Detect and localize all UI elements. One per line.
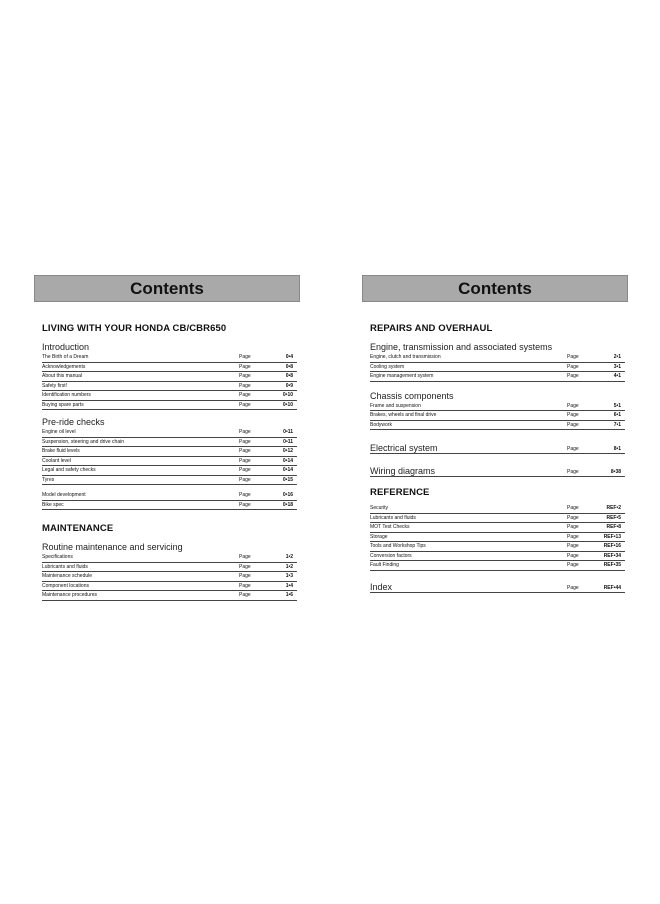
toc-row-page-label: Page [239, 492, 251, 499]
toc-row-title: Engine, clutch and transmission [370, 354, 441, 361]
electrical-system-row[interactable] [370, 440, 625, 454]
pre-ride-list [42, 428, 297, 485]
toc-row-title: Maintenance procedures [42, 592, 98, 599]
wiring-diagrams-row[interactable] [370, 463, 625, 477]
toc-row-page-number: 0•14 [282, 457, 293, 464]
right-content [362, 323, 625, 593]
toc-row-page-number: 0•8 [285, 363, 293, 370]
toc-row[interactable] [42, 363, 297, 373]
toc-row-title: Lubricants and fluids [42, 563, 88, 570]
pre-ride-group-title: Pre-ride checks [42, 417, 105, 427]
toc-row-page-number: 1•2 [285, 563, 293, 570]
toc-row-page-number: 5•1 [613, 402, 621, 409]
engine-group-title: Engine, transmission and associated systems [370, 342, 553, 352]
toc-row-page-label: Page [567, 354, 579, 361]
toc-row-title: About this manual [42, 373, 83, 380]
toc-row-title: Specifications [42, 554, 73, 561]
toc-row-page-number: 0•11 [283, 429, 293, 436]
toc-row-title: Fault Finding [370, 562, 399, 569]
toc-row[interactable] [42, 382, 297, 392]
toc-row-page-label: Page [567, 412, 579, 419]
toc-row-page-number: 0•11 [283, 438, 293, 445]
right-contents-banner [362, 275, 628, 302]
toc-row-page-number: REF•16 [603, 543, 621, 550]
living-section-title: LIVING WITH YOUR HONDA CB/CBR650 [42, 323, 227, 334]
toc-row[interactable] [370, 504, 625, 514]
toc-row[interactable] [42, 476, 297, 486]
left-contents-banner [34, 275, 300, 302]
toc-row-page-label: Page [239, 563, 251, 570]
repairs-section-title: REPAIRS AND OVERHAUL [370, 323, 493, 334]
reference-list [370, 504, 625, 571]
engine-list [370, 353, 625, 382]
right-banner-title: Contents [458, 278, 532, 298]
toc-row-title: Suspension, steering and drive chain [42, 438, 124, 445]
toc-row-page-number: 0•4 [285, 354, 293, 361]
toc-row[interactable] [370, 561, 625, 571]
left-content [34, 323, 297, 601]
toc-row-page-label: Page [239, 573, 251, 580]
toc-row-page-label: Page [567, 505, 579, 512]
toc-row-page-label: Page [567, 514, 579, 521]
toc-row[interactable] [370, 411, 625, 421]
reference-section-title: REFERENCE [370, 487, 430, 498]
toc-row[interactable] [42, 582, 297, 592]
toc-row-page-number: REF•34 [603, 552, 621, 559]
toc-row-page-number: 0•10 [282, 401, 293, 408]
toc-row-page-number: 1•2 [285, 554, 293, 561]
electrical-system-page-label: Page [567, 446, 579, 452]
toc-row-page-label: Page [567, 373, 579, 380]
toc-row[interactable] [42, 391, 297, 401]
chassis-group-title: Chassis components [370, 390, 454, 401]
toc-row-title: Engine management system [370, 373, 434, 380]
toc-row-title: Bodywork [370, 421, 392, 428]
toc-row-page-label: Page [239, 438, 251, 445]
wiring-diagrams-title: Wiring diagrams [370, 466, 436, 476]
toc-row-page-label: Page [239, 467, 251, 474]
wiring-diagrams-page-number: 8•38 [610, 469, 621, 475]
left-page [34, 275, 300, 601]
toc-row-title: Identification numbers [42, 392, 91, 399]
toc-row-title: Brake fluid levels [42, 448, 80, 455]
toc-row-title: Model development [42, 492, 86, 499]
toc-row-page-label: Page [567, 543, 579, 550]
toc-row-page-label: Page [239, 401, 251, 408]
toc-row[interactable] [42, 501, 297, 511]
index-row[interactable] [370, 579, 625, 593]
toc-row-page-label: Page [567, 363, 579, 370]
toc-row-title: Safety first! [42, 382, 68, 389]
introduction-list [42, 353, 297, 410]
toc-row-title: Coolant level [42, 457, 71, 464]
toc-row-page-number: REF•13 [603, 533, 621, 540]
toc-row-title: Frame and suspension [370, 402, 421, 409]
toc-row-page-label: Page [239, 429, 251, 436]
toc-row-page-label: Page [567, 552, 579, 559]
toc-row-page-number: 7•1 [613, 421, 621, 428]
toc-row-title: Bike spec [42, 501, 64, 508]
toc-row[interactable] [42, 428, 297, 438]
toc-row[interactable] [370, 542, 625, 552]
toc-row[interactable] [42, 563, 297, 573]
index-page-number: REF•44 [603, 584, 621, 591]
toc-row[interactable] [370, 372, 625, 382]
toc-row[interactable] [42, 466, 297, 476]
toc-row-page-number: 4•1 [613, 373, 621, 380]
toc-row-page-label: Page [239, 448, 251, 455]
toc-row-page-number: 1•4 [285, 582, 293, 589]
toc-row-title: Tools and Workshop Tips [370, 543, 426, 550]
maintenance-list [42, 553, 297, 601]
toc-row-page-number: 3•1 [613, 363, 621, 370]
toc-row-page-number: 0•14 [282, 467, 293, 474]
toc-row[interactable] [42, 457, 297, 467]
toc-row-page-label: Page [239, 373, 251, 380]
toc-row-page-number: 1•6 [285, 592, 293, 599]
toc-row[interactable] [370, 363, 625, 373]
toc-row-title: Security [370, 505, 389, 512]
toc-row-title: Maintenance schedule [42, 573, 93, 580]
toc-row-title: Component locations [42, 582, 89, 589]
toc-row-page-label: Page [239, 363, 251, 370]
toc-row-page-number: REF•5 [606, 514, 621, 521]
toc-row-page-number: REF•8 [606, 524, 621, 531]
toc-row[interactable] [370, 402, 625, 412]
toc-row[interactable] [370, 421, 625, 431]
toc-row[interactable] [370, 514, 625, 524]
toc-row[interactable] [42, 591, 297, 601]
index-title: Index [370, 581, 393, 592]
maintenance-section-title: MAINTENANCE [42, 523, 114, 534]
toc-row-title: The Birth of a Dream [42, 354, 89, 361]
toc-row-title: Buying spare parts [42, 401, 84, 408]
toc-row-page-number: 6•1 [613, 412, 621, 419]
toc-row[interactable] [42, 491, 297, 501]
toc-row-title: Brakes, wheels and final drive [370, 412, 437, 419]
toc-row-page-number: 0•9 [285, 382, 293, 389]
toc-row-page-label: Page [239, 476, 251, 483]
toc-row-page-number: 0•15 [282, 476, 293, 483]
toc-row-page-number: 1•3 [285, 573, 293, 580]
toc-row-page-label: Page [239, 392, 251, 399]
left-banner-title: Contents [130, 278, 204, 298]
toc-row-title: Cooling system [370, 363, 405, 370]
toc-row-title: Conversion factors [370, 552, 412, 559]
toc-row-title: MOT Test Checks [370, 524, 410, 531]
toc-row-page-number: 0•10 [282, 392, 293, 399]
index-page-label: Page [567, 584, 579, 591]
toc-row-title: Storage [370, 533, 388, 540]
toc-row-title: Acknowledgements [42, 363, 86, 370]
toc-row-page-label: Page [239, 592, 251, 599]
toc-row-page-label: Page [567, 524, 579, 531]
toc-row-page-label: Page [567, 533, 579, 540]
toc-row[interactable] [370, 533, 625, 543]
toc-row[interactable] [42, 353, 297, 363]
toc-row[interactable] [42, 572, 297, 582]
introduction-group-title: Introduction [42, 342, 90, 352]
chassis-list [370, 402, 625, 431]
toc-row[interactable] [370, 523, 625, 533]
toc-row[interactable] [42, 553, 297, 563]
toc-row-page-number: 2•1 [613, 354, 621, 361]
toc-row-title: Engine oil level [42, 429, 76, 436]
toc-row[interactable] [42, 401, 297, 411]
toc-row-page-number: 0•18 [282, 501, 293, 508]
extra-list [42, 491, 297, 510]
toc-row-page-number: 0•12 [282, 448, 293, 455]
toc-row-title: Legal and safety checks [42, 467, 96, 474]
toc-row-page-label: Page [567, 562, 579, 569]
toc-row[interactable] [42, 372, 297, 382]
toc-row-page-label: Page [239, 382, 251, 389]
toc-row-page-label: Page [567, 402, 579, 409]
toc-row[interactable] [42, 447, 297, 457]
toc-row-page-number: 0•8 [285, 373, 293, 380]
right-page [362, 275, 628, 593]
toc-row-page-number: REF•2 [606, 505, 621, 512]
electrical-system-page-number: 8•1 [613, 446, 621, 452]
toc-row[interactable] [42, 438, 297, 448]
toc-row-page-number: 0•16 [282, 492, 293, 499]
toc-row-page-label: Page [567, 421, 579, 428]
toc-row-page-label: Page [239, 582, 251, 589]
toc-row-title: Tyres [42, 476, 55, 483]
electrical-system-title: Electrical system [370, 443, 438, 453]
wiring-diagrams-page-label: Page [567, 469, 579, 475]
toc-row-page-label: Page [239, 554, 251, 561]
toc-row-page-number: REF•35 [603, 562, 621, 569]
toc-row[interactable] [370, 353, 625, 363]
routine-maintenance-group-title: Routine maintenance and servicing [42, 542, 183, 552]
toc-row-page-label: Page [239, 354, 251, 361]
toc-row-page-label: Page [239, 501, 251, 508]
toc-row-page-label: Page [239, 457, 251, 464]
toc-row-title: Lubricants and fluids [370, 514, 416, 521]
toc-row[interactable] [370, 552, 625, 562]
